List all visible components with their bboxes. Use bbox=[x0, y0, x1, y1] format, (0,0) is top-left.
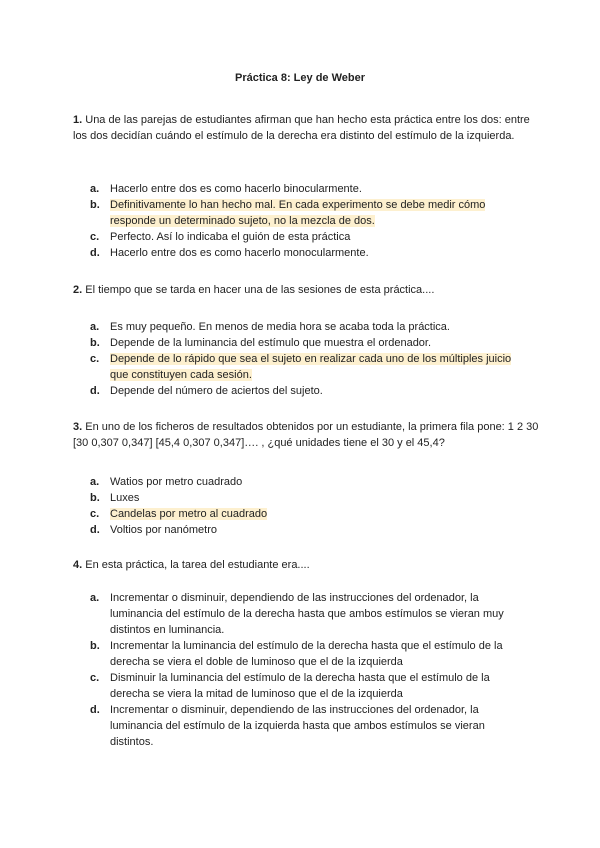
option-item bbox=[90, 590, 530, 638]
option-item bbox=[90, 197, 530, 229]
option-item bbox=[90, 506, 530, 522]
option-letter: d. bbox=[90, 247, 100, 259]
option-text-highlighted: Candelas por metro al cuadrado bbox=[110, 508, 268, 520]
option-text: Perfecto. Así lo indicaba el guión de esta práctica bbox=[110, 231, 351, 243]
question-4 bbox=[73, 557, 543, 573]
option-text: Incrementar o disminuir, dependiendo de las instrucciones del ordenador, la luminancia del estímulo de la izquierda hasta que ambos estímulos se vieran distintos. bbox=[110, 704, 485, 748]
option-text: Incrementar o disminuir, dependiendo de las instrucciones del ordenador, la luminancia del estímulo de la derecha hasta que ambos estímulos se vieran muy distintos en luminancia. bbox=[110, 592, 504, 636]
options-list-4 bbox=[90, 590, 530, 750]
options-list-1 bbox=[90, 181, 530, 261]
option-item bbox=[90, 490, 530, 506]
option-item bbox=[90, 335, 530, 351]
option-letter: c. bbox=[90, 508, 100, 520]
option-text: Hacerlo entre dos es como hacerlo monocularmente. bbox=[110, 247, 369, 259]
question-text: En uno de los ficheros de resultados obtenidos por un estudiante, la primera fila pone: 1 2 30 [30 0,307 0,347] [45,4 0,307 0,347]…. , ¿qué unidades tiene el 30 y el 45,4? bbox=[73, 421, 539, 449]
option-letter: a. bbox=[90, 183, 100, 195]
option-item bbox=[90, 383, 530, 399]
option-letter: c. bbox=[90, 672, 100, 684]
option-letter: b. bbox=[90, 492, 100, 504]
option-item bbox=[90, 702, 530, 750]
option-item bbox=[90, 181, 530, 197]
option-text-highlighted: Depende de lo rápido que sea el sujeto en realizar cada uno de los múltiples juicio que constituyen cada sesión. bbox=[110, 353, 512, 381]
page-title: Práctica 8: Ley de Weber bbox=[234, 72, 366, 84]
option-text: Hacerlo entre dos es como hacerlo binocularmente. bbox=[110, 183, 362, 195]
question-number: 2. bbox=[73, 284, 83, 296]
option-text: Disminuir la luminancia del estímulo de la derecha hasta que el estímulo de la derecha se viera la mitad de luminoso que el de la izquierda bbox=[110, 672, 490, 700]
option-item bbox=[90, 638, 530, 670]
options-list-2 bbox=[90, 319, 530, 399]
question-2 bbox=[73, 282, 543, 298]
option-letter: d. bbox=[90, 704, 100, 716]
option-item bbox=[90, 522, 530, 538]
option-item bbox=[90, 229, 530, 245]
question-1 bbox=[73, 112, 543, 144]
option-item bbox=[90, 319, 530, 335]
option-letter: a. bbox=[90, 476, 100, 488]
option-text: Voltios por nanómetro bbox=[110, 524, 218, 536]
option-item bbox=[90, 670, 530, 702]
option-letter: a. bbox=[90, 321, 100, 333]
option-text: Es muy pequeño. En menos de media hora se acaba toda la práctica. bbox=[110, 321, 450, 333]
option-item bbox=[90, 351, 530, 383]
option-letter: d. bbox=[90, 524, 100, 536]
option-text: Luxes bbox=[110, 492, 140, 504]
question-number: 3. bbox=[73, 421, 83, 433]
question-3 bbox=[73, 419, 543, 451]
option-letter: d. bbox=[90, 385, 100, 397]
option-letter: c. bbox=[90, 231, 100, 243]
option-letter: a. bbox=[90, 592, 100, 604]
option-text-highlighted: Definitivamente lo han hecho mal. En cada experimento se debe medir cómo responde un determinado sujeto, no la mezcla de dos. bbox=[110, 199, 486, 227]
question-text: En esta práctica, la tarea del estudiante era.... bbox=[85, 559, 310, 571]
option-text: Incrementar la luminancia del estímulo de la derecha hasta que el estímulo de la derecha se viera el doble de luminoso que el de la izquierda bbox=[110, 640, 503, 668]
option-text: Watios por metro cuadrado bbox=[110, 476, 243, 488]
option-text: Depende de la luminancia del estímulo que muestra el ordenador. bbox=[110, 337, 432, 349]
question-number: 1. bbox=[73, 114, 83, 126]
question-text: El tiempo que se tarda en hacer una de las sesiones de esta práctica.... bbox=[85, 284, 435, 296]
option-text: Depende del número de aciertos del sujeto. bbox=[110, 385, 323, 397]
option-item bbox=[90, 474, 530, 490]
option-letter: b. bbox=[90, 199, 100, 211]
question-number: 4. bbox=[73, 559, 83, 571]
option-letter: b. bbox=[90, 640, 100, 652]
option-letter: c. bbox=[90, 353, 100, 365]
question-text: Una de las parejas de estudiantes afirman que han hecho esta práctica entre los dos: entre los dos decidían cuándo el estímulo de la derecha era distinto del estímulo de la izquierda. bbox=[73, 114, 530, 142]
option-letter: b. bbox=[90, 337, 100, 349]
option-item bbox=[90, 245, 530, 261]
options-list-3 bbox=[90, 474, 530, 538]
